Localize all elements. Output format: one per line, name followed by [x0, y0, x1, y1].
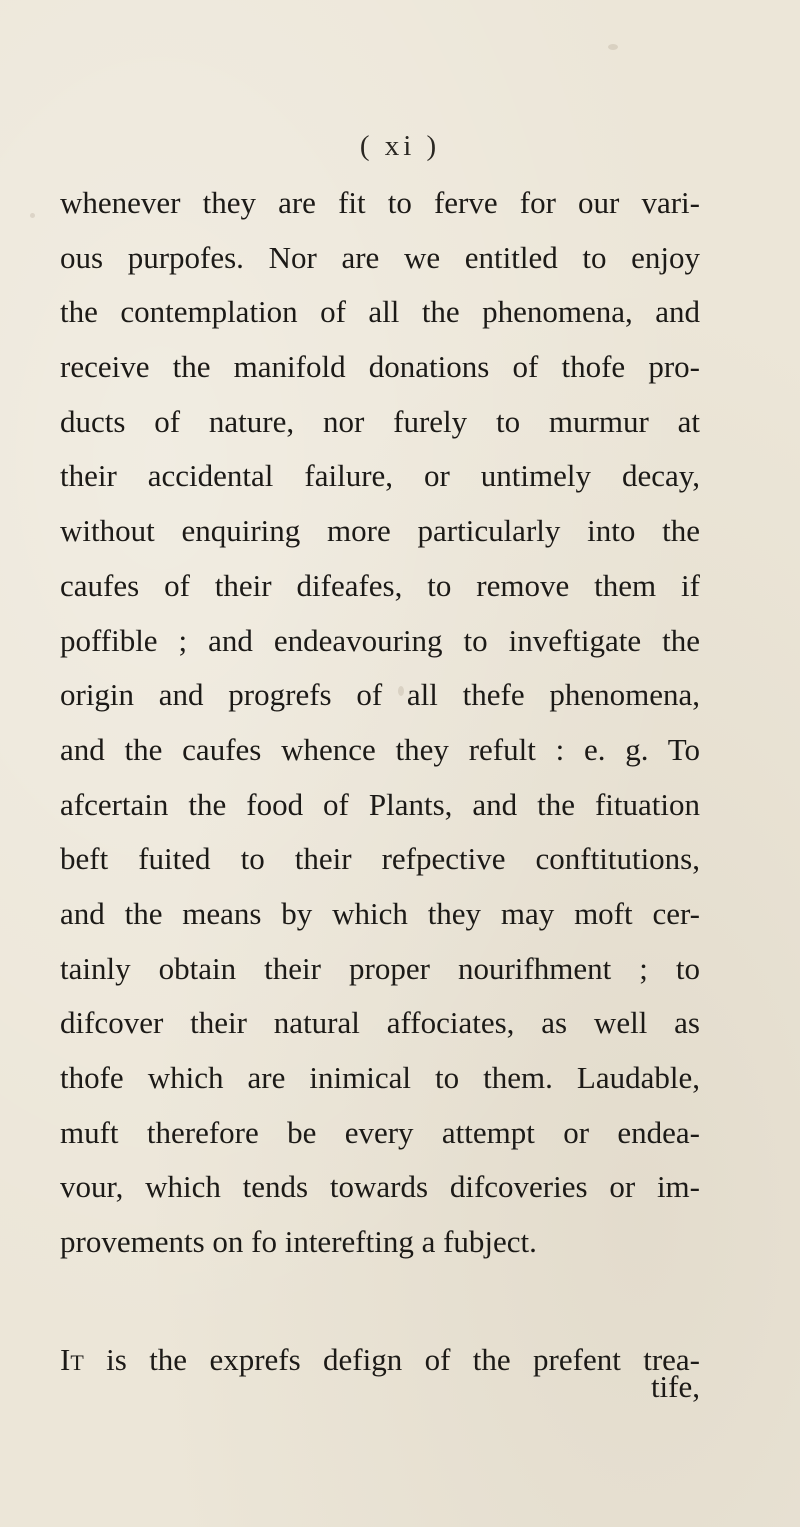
- text-line: poffible ; and endeavouring to inveftigate the: [60, 622, 700, 658]
- page-number: ( xi ): [359, 130, 441, 162]
- text-line: and the caufes whence they refult : e. g. To: [60, 731, 700, 767]
- text-line: receive the manifold donations of thofe pro-: [60, 349, 700, 385]
- paper-blemish: [608, 44, 618, 50]
- paragraph-gap: [60, 1270, 700, 1333]
- text-line: ous purpofes. Nor are we entitled to enjoy: [60, 239, 700, 275]
- text-line: without enquiring more particularly into the: [60, 513, 700, 549]
- body-text: [60, 176, 700, 1387]
- paragraph-initial: It: [60, 1341, 84, 1377]
- text-line: thofe which are inimical to them. Laudable,: [60, 1060, 700, 1095]
- text-line: beft fuited to their refpective conftitutions,: [60, 841, 700, 877]
- text-line: provements on fo interefting a fubject.: [60, 1224, 537, 1260]
- text-line: whenever they are fit to ferve for our vari-: [60, 185, 700, 220]
- text-line: and the means by which they may moft cer-: [60, 895, 700, 931]
- text-line: origin and progrefs of all thefe phenomena,: [60, 677, 700, 713]
- paragraph-2-text: is the exprefs defign of the prefent trea-: [83, 1341, 700, 1377]
- text-line: muft therefore be every attempt or endea-: [60, 1114, 700, 1150]
- text-line: the contemplation of all the phenomena, and: [60, 294, 700, 330]
- text-line: vour, which tends towards difcoveries or im-: [60, 1169, 700, 1205]
- paragraph-2: [60, 1333, 700, 1388]
- text-line: [60, 1333, 700, 1388]
- text-line: afcertain the food of Plants, and the fituation: [60, 786, 700, 822]
- paper-blemish: [398, 686, 404, 696]
- text-line: caufes of their difeafes, to remove them if: [60, 567, 700, 603]
- text-line: difcover their natural affociates, as well as: [60, 1005, 700, 1041]
- catchword: tife,: [650, 1369, 700, 1404]
- text-line: tainly obtain their proper nourifhment ; to: [60, 950, 700, 986]
- paragraph-1: [60, 176, 700, 1270]
- paper-blemish: [30, 213, 35, 218]
- text-line: ducts of nature, nor furely to murmur at: [60, 403, 700, 439]
- text-line: their accidental failure, or untimely decay,: [60, 458, 700, 494]
